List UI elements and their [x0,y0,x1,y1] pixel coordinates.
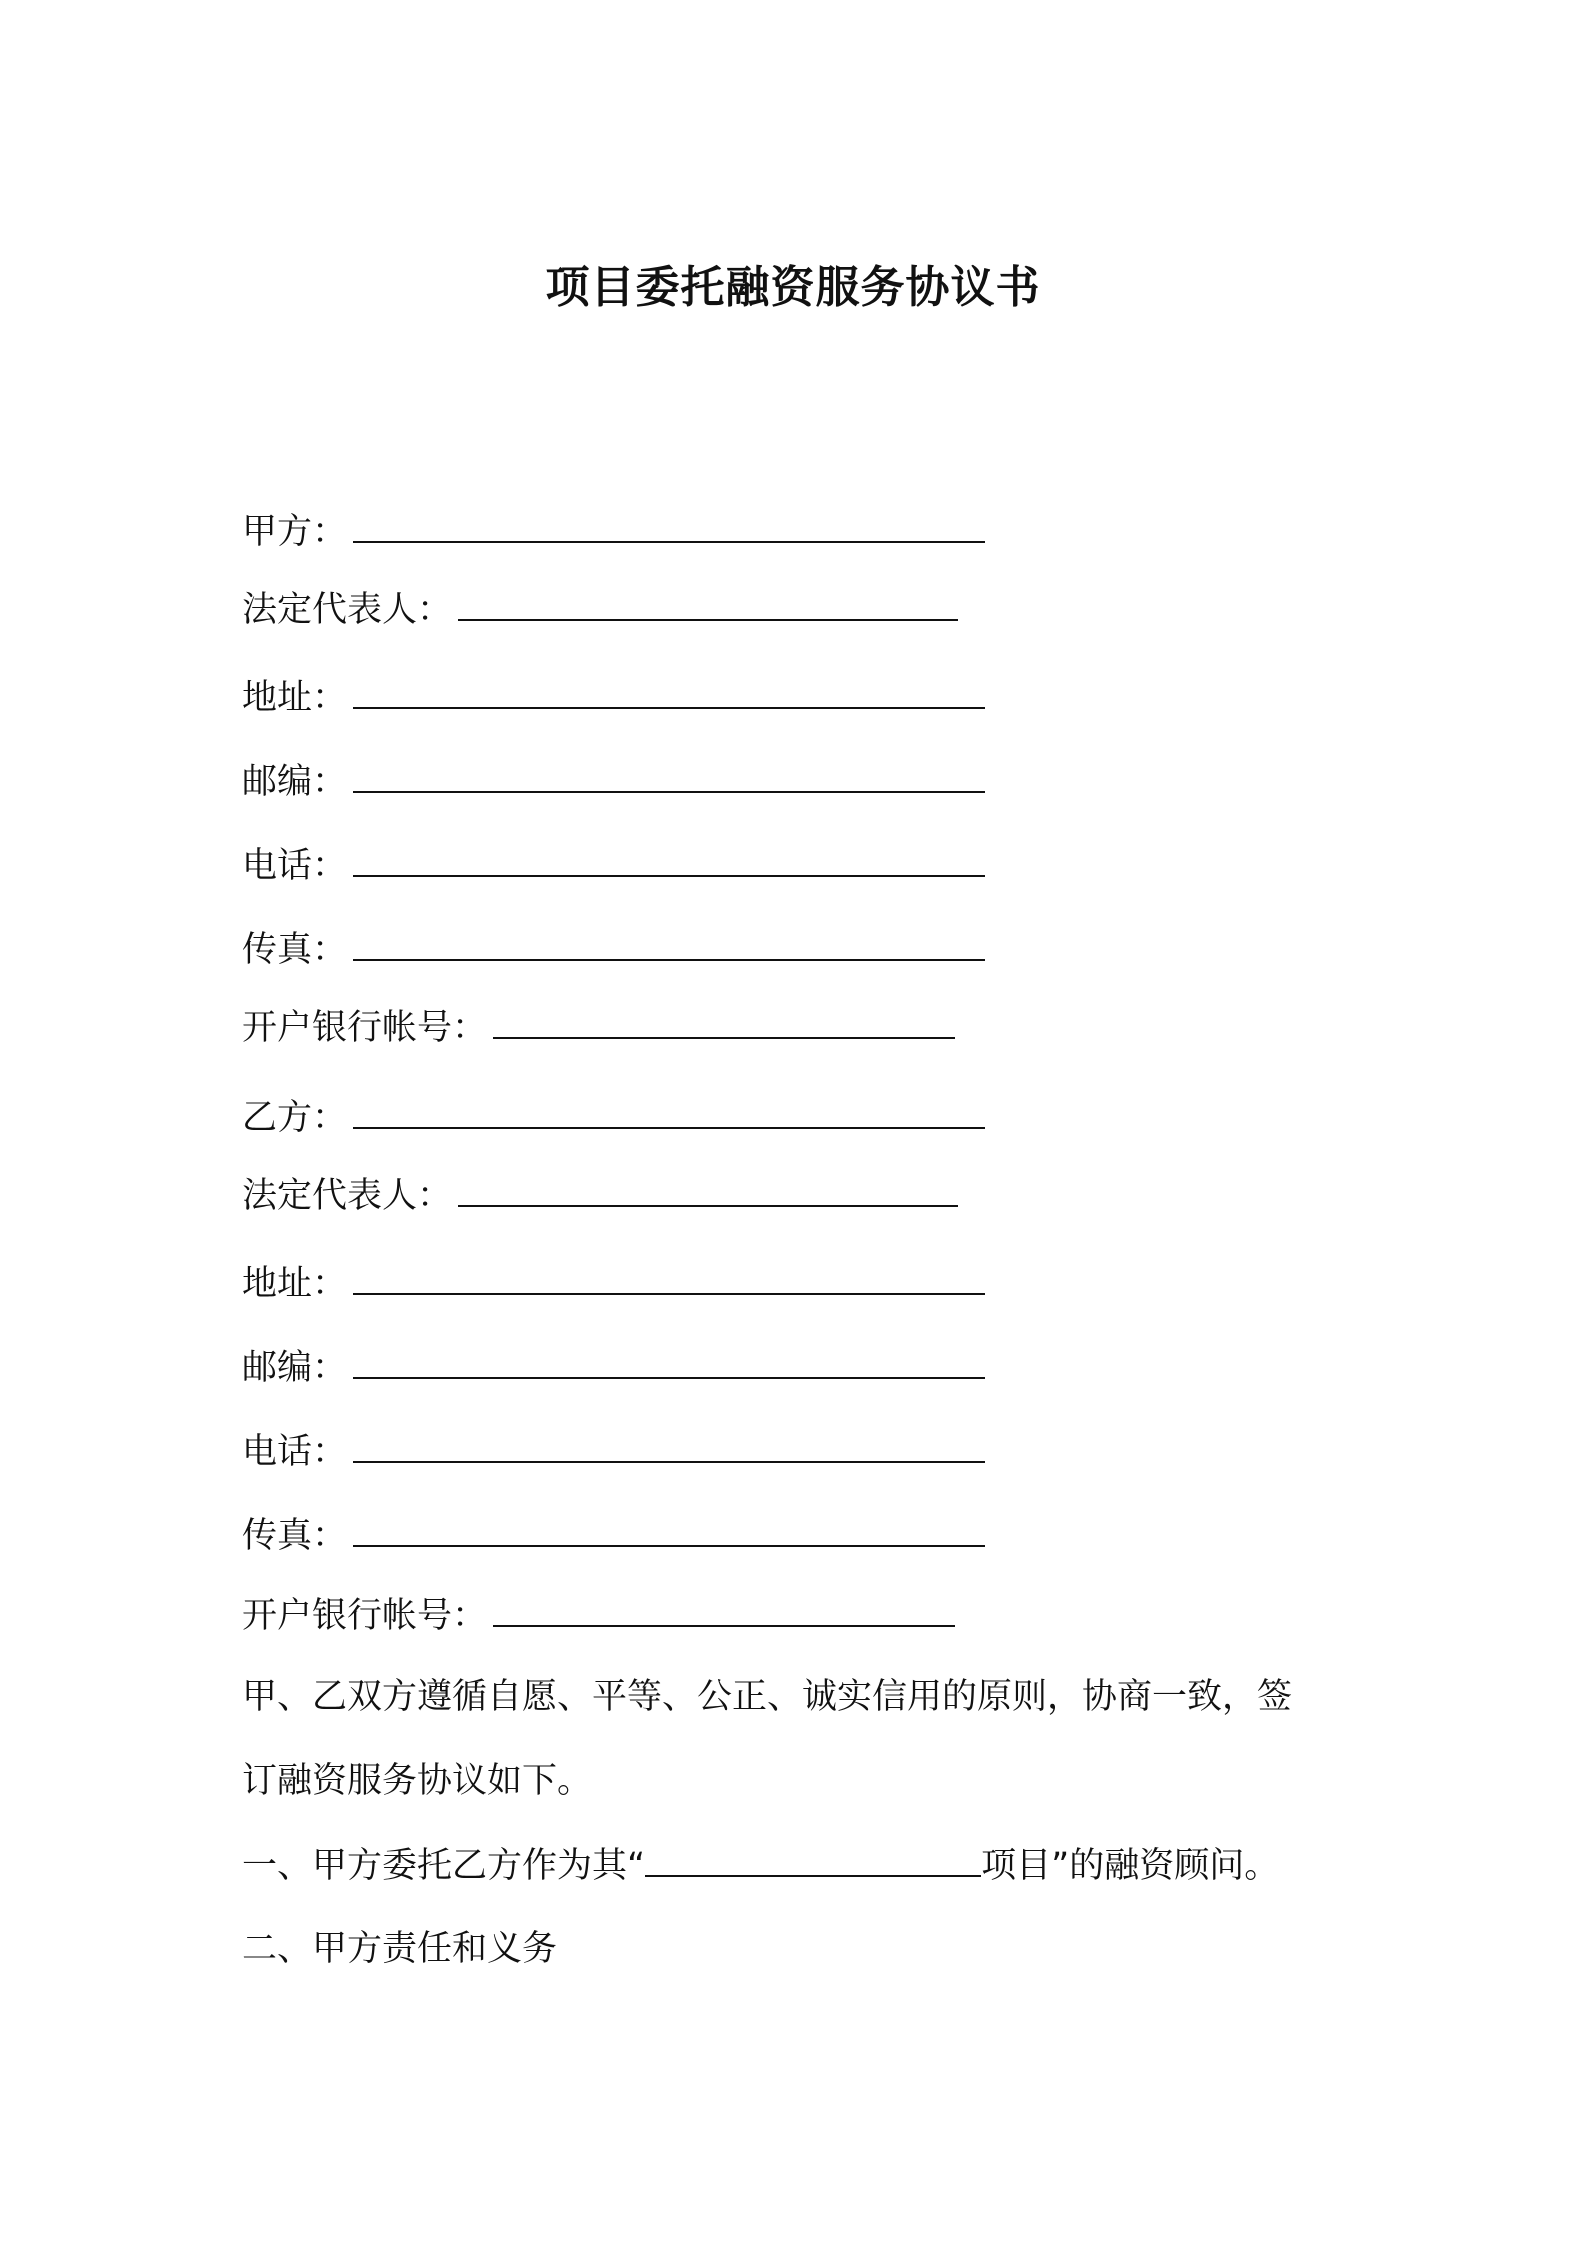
party-a-bank-account-label: 开户银行帐号： [242,1008,488,1048]
party-a-legal-rep-field[interactable] [458,585,958,621]
party-a-postcode-field[interactable] [353,757,985,793]
party-a-name-field[interactable] [353,507,985,543]
party-a-fax-row [242,925,985,974]
party-a-address-field[interactable] [353,673,985,709]
intro-paragraph-line-1: 甲、乙双方遵循自愿、平等、公正、诚实信用的原则，协商一致，签 [242,1677,1293,1717]
intro-paragraph-line-2: 订融资服务协议如下。 [242,1761,593,1801]
party-b-legal-rep-field[interactable] [458,1171,958,1207]
party-a-address-label: 地址： [242,678,348,718]
party-b-fax-field[interactable] [353,1511,985,1547]
party-b-row [242,1093,985,1142]
party-b-address-label: 地址： [242,1264,348,1304]
clause-1 [242,1841,1279,1890]
party-a-legal-rep-row [242,585,958,634]
party-b-bank-account-field[interactable] [493,1591,955,1627]
party-b-postcode-field[interactable] [353,1343,985,1379]
party-b-legal-rep-label: 法定代表人： [242,1176,453,1216]
project-name-field[interactable] [645,1841,981,1877]
party-b-label: 乙方： [242,1098,348,1138]
party-a-fax-label: 传真： [242,930,348,970]
party-a-postcode-label: 邮编： [242,762,348,802]
party-b-bank-account-label: 开户银行帐号： [242,1596,488,1636]
party-a-address-row [242,673,985,722]
party-b-bank-account-row [242,1591,955,1640]
party-b-legal-rep-row [242,1171,958,1220]
party-b-postcode-row [242,1343,985,1392]
party-b-address-field[interactable] [353,1259,985,1295]
party-a-phone-row [242,841,985,890]
party-a-bank-account-field[interactable] [493,1003,955,1039]
party-a-postcode-row [242,757,985,806]
party-b-fax-label: 传真： [242,1516,348,1556]
party-a-phone-label: 电话： [242,846,348,886]
party-a-bank-account-row [242,1003,955,1052]
party-b-phone-label: 电话： [242,1432,348,1472]
party-b-address-row [242,1259,985,1308]
party-a-legal-rep-label: 法定代表人： [242,590,453,630]
document-title: 项目委托融资服务协议书 [545,262,1041,313]
party-b-phone-row [242,1427,985,1476]
party-a-phone-field[interactable] [353,841,985,877]
clause-1-suffix: 项目”的融资顾问。 [981,1846,1280,1886]
clause-2-heading: 二、甲方责任和义务 [242,1929,558,1969]
party-a-fax-field[interactable] [353,925,985,961]
party-a-row [242,507,985,556]
party-b-postcode-label: 邮编： [242,1348,348,1388]
party-a-label: 甲方： [242,512,348,552]
party-b-phone-field[interactable] [353,1427,985,1463]
clause-1-prefix: 一、甲方委托乙方作为其“ [242,1846,646,1886]
party-b-name-field[interactable] [353,1093,985,1129]
party-b-fax-row [242,1511,985,1560]
